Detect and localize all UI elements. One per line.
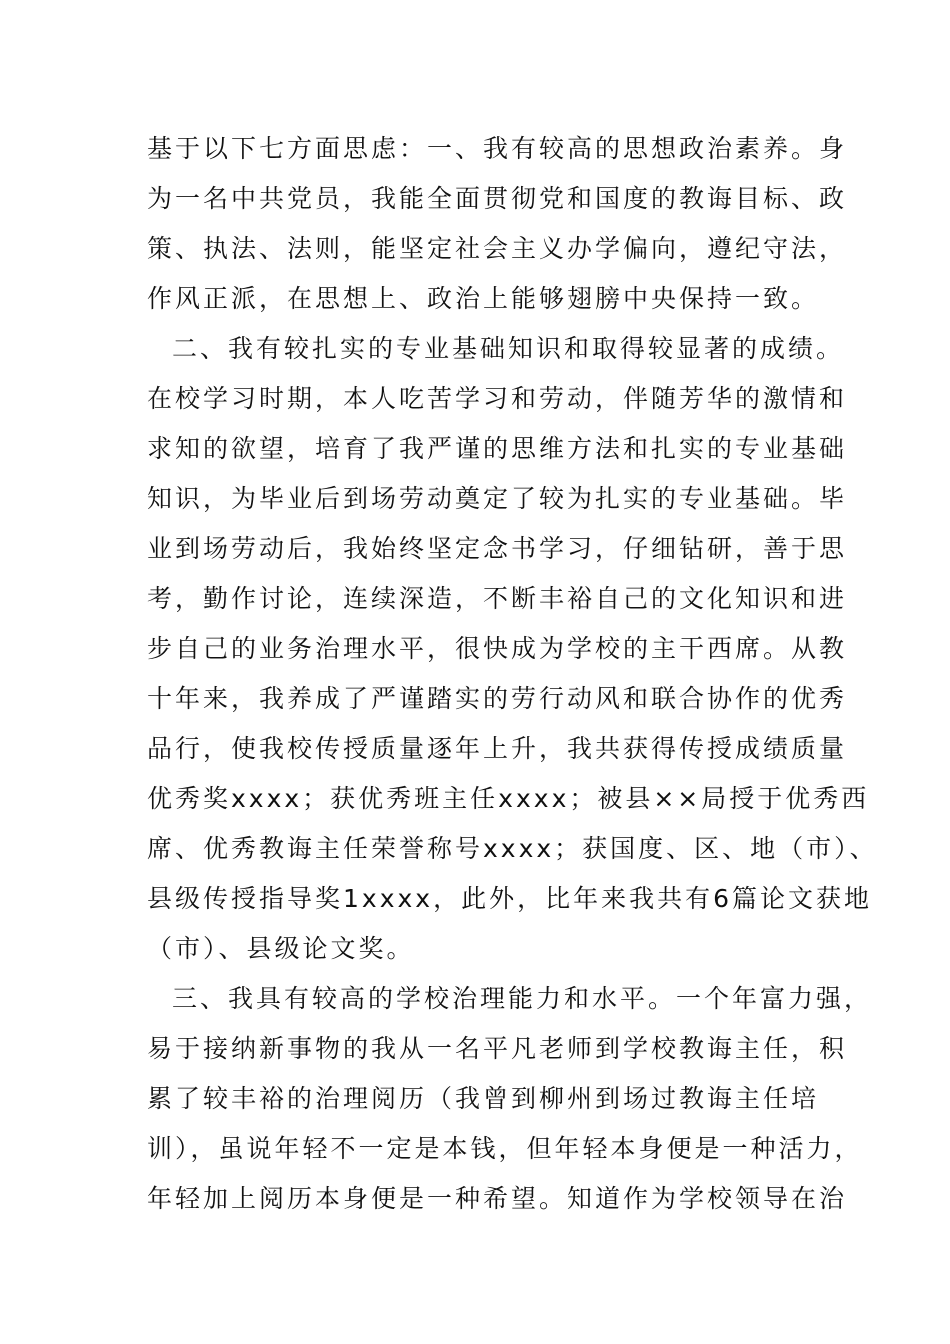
text-line: 步自己的业务治理水平，很快成为学校的主干西席。从教 (147, 634, 848, 663)
text-line: 品行，使我校传授质量逐年上升，我共获得传授成绩质量 (147, 734, 848, 763)
text-line: 年轻加上阅历本身便是一种希望。知道作为学校领导在治 (147, 1184, 848, 1213)
text-line: 基于以下七方面思虑：一、我有较高的思想政治素养。身 (147, 134, 848, 163)
paragraph-start-line: 二、我有较扎实的专业基础知识和取得较显著的成绩。 (172, 334, 845, 363)
text-line: （市）、县级论文奖。 (147, 934, 415, 963)
text-line: 考，勤作讨论，连续深造，不断丰裕自己的文化知识和进 (147, 584, 848, 613)
text-line: 易于接纳新事物的我从一名平凡老师到学校教诲主任，积 (147, 1034, 848, 1063)
text-line: 业到场劳动后，我始终坚定念书学习，仔细钻研，善于思 (147, 534, 848, 563)
text-line: 求知的欲望，培育了我严谨的思维方法和扎实的专业基础 (147, 434, 848, 463)
paragraph-start-line: 三、我具有较高的学校治理能力和水平。一个年富力强， (172, 984, 873, 1013)
text-line: 知识，为毕业后到场劳动奠定了较为扎实的专业基础。毕 (147, 484, 848, 513)
text-line: 优秀奖xxxx；获优秀班主任xxxx；被县××局授于优秀西 (147, 784, 870, 813)
text-line: 作风正派，在思想上、政治上能够翅膀中央保持一致。 (147, 284, 820, 313)
text-line: 策、执法、法则，能坚定社会主义办学偏向，遵纪守法， (147, 234, 848, 263)
text-line: 席、优秀教诲主任荣誉称号xxxx；获国度、区、地（市）、 (147, 834, 878, 863)
text-line: 十年来，我养成了严谨踏实的劳行动风和联合协作的优秀 (147, 684, 848, 713)
text-line: 累了较丰裕的治理阅历（我曾到柳州到场过教诲主任培 (147, 1084, 820, 1113)
text-line: 训），虽说年轻不一定是本钱，但年轻本身便是一种活力， (147, 1134, 863, 1163)
text-line: 在校学习时期，本人吃苦学习和劳动，伴随芳华的激情和 (147, 384, 848, 413)
text-line: 县级传授指导奖1xxxx，此外，比年来我共有6篇论文获地 (147, 884, 872, 913)
text-line: 为一名中共党员，我能全面贯彻党和国度的教诲目标、政 (147, 184, 848, 213)
